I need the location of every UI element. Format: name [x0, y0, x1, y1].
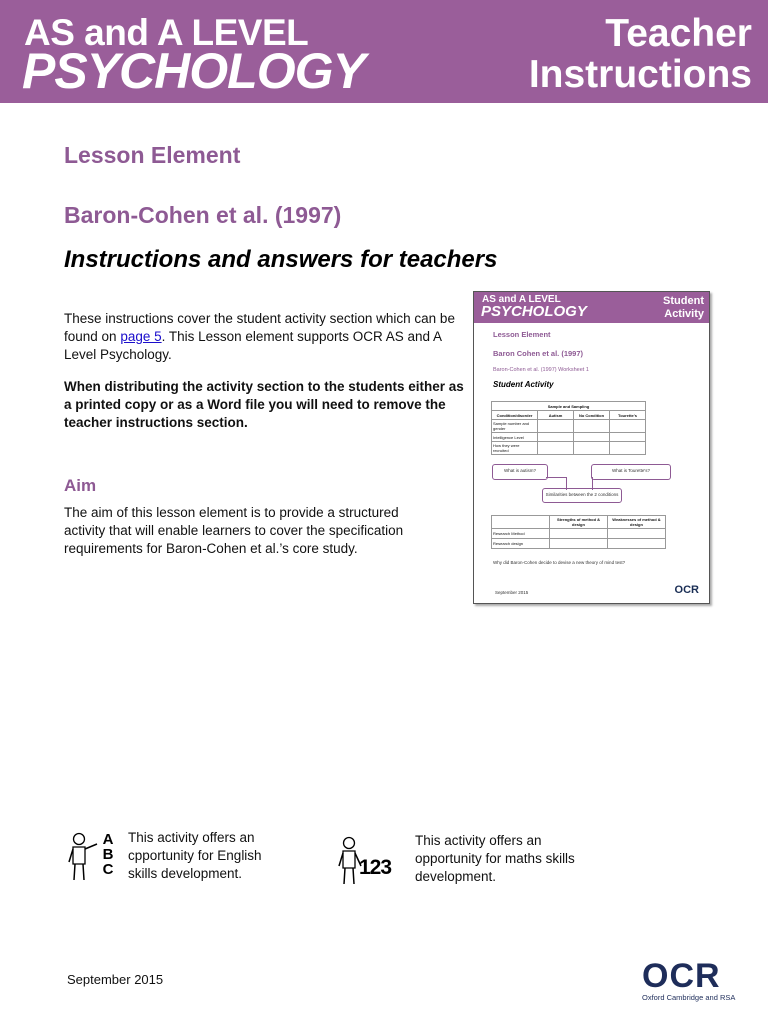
thumbnail-worksheet-heading: Baron-Cohen et al. (1997) Worksheet 1 — [493, 367, 589, 373]
thumbnail-connector — [546, 477, 566, 478]
thumbnail-table-row-label: How they were recruited — [492, 442, 538, 455]
page-5-link[interactable]: page 5 — [120, 329, 162, 344]
study-title: Baron-Cohen et al. (1997) — [64, 202, 342, 228]
banner-subject: PSYCHOLOGY — [22, 43, 365, 99]
english-skills-text: This activity offers an cpportunity for English skills development. — [128, 830, 262, 881]
banner-instructions: Instructions — [528, 53, 752, 96]
thumbnail-autism-box: What is autism? — [492, 464, 548, 480]
thumbnail-ocr-logo: OCR — [674, 584, 699, 596]
thumbnail-similarities-box: Similarities between the 2 conditions — [542, 488, 622, 503]
thumbnail-method-row-label: Research Method — [492, 529, 550, 539]
thumbnail-student: Student — [663, 295, 704, 307]
thumbnail-question: Why did Baron-Cohen decide to devise a new theory of mind test? — [493, 560, 626, 565]
ocr-logo-word: OCR — [642, 957, 721, 995]
thumbnail-student-activity-heading: Student Activity — [493, 380, 554, 389]
thumbnail-table-title: Sample and Sampling — [492, 402, 646, 411]
intro-text-2: . This Lesson element supports OCR AS and A Level Psychology. — [64, 329, 442, 362]
ocr-logo-subtitle: Oxford Cambridge and RSA — [642, 993, 736, 1002]
banner-level: AS and A LEVEL — [24, 12, 309, 53]
thumbnail-table-header: Condition/disorder — [492, 411, 538, 420]
thumbnail-level: AS and A LEVEL — [482, 294, 561, 305]
ocr-logo — [642, 957, 736, 1002]
thumbnail-method-header: Weaknesses of method & design — [608, 516, 666, 529]
thumbnail-table-row-label: Sample number and gender — [492, 420, 538, 433]
thumbnail-table-header: No Condition — [574, 411, 610, 420]
numbers-123-icon: 123 — [359, 856, 392, 879]
thumbnail-date: September 2015 — [495, 590, 529, 595]
thumbnail-lesson-heading: Lesson Element — [493, 330, 551, 339]
thumbnail-method-table — [491, 515, 666, 549]
thumbnail-method-header — [492, 516, 550, 529]
person-pointing-icon — [66, 832, 100, 882]
thumbnail-tourettes-box: What is Tourette's? — [591, 464, 671, 480]
thumbnail-banner — [474, 292, 709, 323]
instructions-heading: Instructions and answers for teachers — [64, 246, 498, 273]
student-activity-thumbnail — [473, 291, 710, 604]
distribution-warning: When distributing the activity section to the students either as a printed copy or as a Word file you will need to remove the teacher instructions section. — [64, 379, 464, 430]
intro-paragraph — [64, 310, 464, 364]
header-banner — [0, 0, 768, 103]
thumbnail-sample-table — [491, 401, 646, 455]
footer-date: September 2015 — [67, 972, 164, 987]
abc-letter: C — [102, 861, 114, 878]
thumbnail-method-header: Strengths of method & design — [550, 516, 608, 529]
thumbnail-subject: PSYCHOLOGY — [481, 303, 587, 320]
intro-text-1: These instructions cover the student activity section which can be found on — [64, 311, 455, 344]
banner-teacher: Teacher — [605, 12, 752, 55]
maths-skills-text: This activity offers an opportunity for maths skills development. — [415, 833, 575, 884]
aim-heading: Aim — [64, 476, 97, 495]
abc-letter: A — [102, 831, 114, 848]
lesson-element-heading: Lesson Element — [64, 142, 241, 168]
thumbnail-activity: Activity — [664, 308, 704, 320]
thumbnail-activity-label — [663, 295, 704, 321]
thumbnail-table-row-label: Intelligence Level — [492, 433, 538, 442]
thumbnail-table-header: Tourette's — [610, 411, 646, 420]
thumbnail-method-row-label: Research design — [492, 539, 550, 549]
abc-letter: B — [102, 846, 114, 863]
thumbnail-table-header: Autism — [538, 411, 574, 420]
thumbnail-study-heading: Baron Cohen et al. (1997) — [493, 349, 584, 358]
aim-paragraph: The aim of this lesson element is to provide a structured activity that will enable learners to cover the specification requirements for Baron-Cohen et al.’s core study. — [64, 505, 404, 556]
abc-icon — [99, 832, 117, 877]
